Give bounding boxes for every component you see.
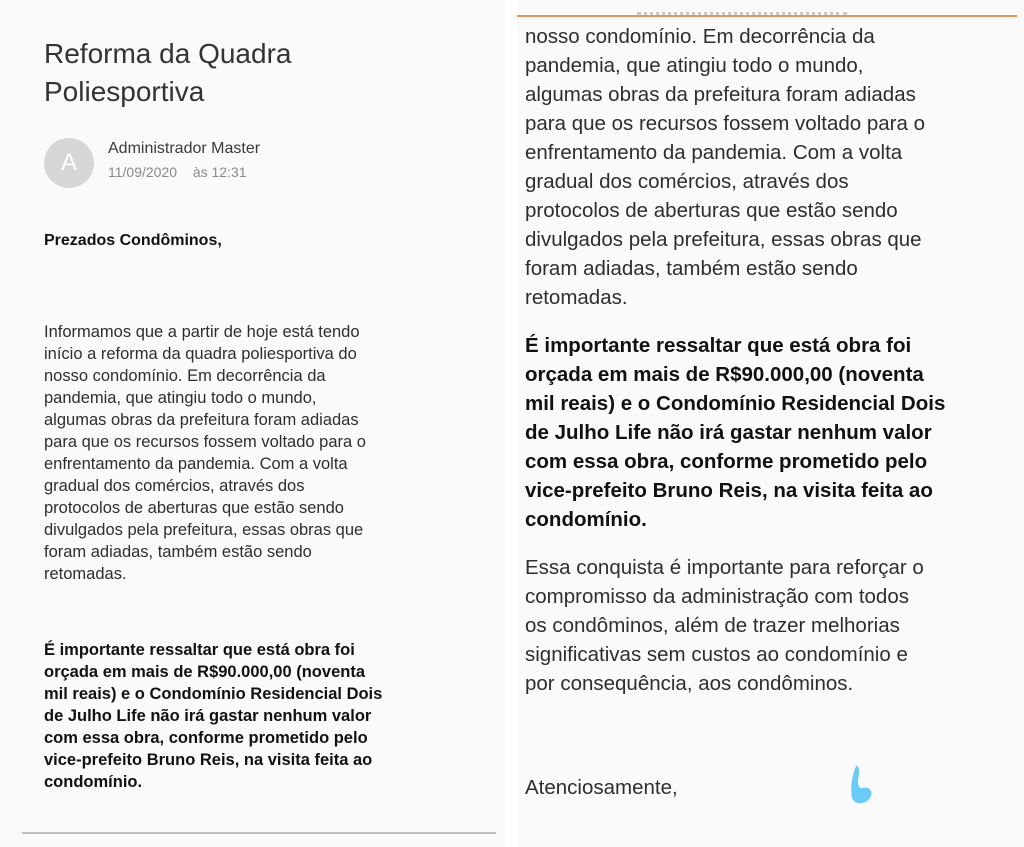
body-line: enfrentamento da pandemia. Com a volta [44,455,348,473]
post-timestamp [108,164,247,180]
cropped-text-remnant [525,0,1005,22]
body-line: por consequência, aos condôminos. [525,672,854,695]
body-line: vice-prefeito Bruno Reis, na visita feita ao [525,479,933,502]
body-paragraph-conclusion [525,553,1005,698]
body-line: de Julho Life não irá gastar nenhum valor [44,707,372,725]
post-title [44,35,474,111]
closing-text: Atenciosamente, [525,776,678,799]
body-line: significativas sem custos ao condomínio e [525,643,908,666]
body-line: retomadas. [44,565,127,583]
body-line: divulgados pela prefeitura, essas obras que [525,228,922,251]
touch-cursor-icon [846,764,876,806]
body-line: protocolos de aberturas que estão sendo [525,199,898,222]
body-line: Informamos que a partir de hoje está tendo [44,323,360,341]
body-line: orçada em mais de R$90.000,00 (noventa [525,363,924,386]
body-line: nosso condomínio. Em decorrência da [525,25,875,48]
left-screenshot-panel [0,0,505,847]
body-line: retomadas. [525,286,628,309]
body-line: de Julho Life não irá gastar nenhum valor [525,421,932,444]
body-paragraph-highlight [44,639,464,793]
body-paragraph-highlight [525,331,1005,534]
body-line: foram adiadas, também estão sendo [44,543,312,561]
post-date: 11/09/2020 [108,164,178,180]
body-line: gradual dos comércios, através dos [525,170,849,193]
panel-gap [505,0,517,847]
body-line: algumas obras da prefeitura foram adiadas [525,83,916,106]
body-line: os condôminos, além de trazer melhorias [525,614,900,637]
body-line: compromisso da administração com todos [525,585,909,608]
body-line: nosso condomínio. Em decorrência da [44,367,326,385]
body-line: condomínio. [44,773,143,791]
body-line: orçada em mais de R$90.000,00 (noventa [44,663,365,681]
body-line: Essa conquista é importante para reforçar o [525,556,924,579]
body-line: divulgados pela prefeitura, essas obras que [44,521,364,539]
greeting-text: Prezados Condôminos, [44,232,222,249]
body-line: com essa obra, conforme prometido pelo [525,450,928,473]
post-title-line-1: Reforma da Quadra [44,38,292,69]
body-line: gradual dos comércios, através dos [44,477,305,495]
body-line: com essa obra, conforme prometido pelo [44,729,368,747]
body-line: enfrentamento da pandemia. Com a volta [525,141,903,164]
body-line: vice-prefeito Bruno Reis, na visita feita ao [44,751,373,769]
post-title-line-2: Poliesportiva [44,76,205,107]
body-line: início a reforma da quadra poliesportiva do [44,345,357,363]
bottom-divider [22,832,496,834]
body-line: para que os recursos fossem voltado para o [525,112,925,135]
body-line: mil reais) e o Condomínio Residencial Dois [525,392,946,415]
body-line: para que os recursos fossem voltado para o [44,433,366,451]
body-line: protocolos de aberturas que estão sendo [44,499,344,517]
author-name: Administrador Master [108,140,261,157]
scroll-accent-line [517,15,1017,17]
body-line: pandemia, que atingiu todo o mundo, [525,54,864,77]
body-line: foram adiadas, também estão sendo [525,257,858,280]
right-screenshot-panel [517,0,1024,847]
body-line: pandemia, que atingiu todo o mundo, [44,389,317,407]
cropped-text-fragment [637,4,847,15]
post-time: às 12:31 [192,164,247,180]
body-line: É importante ressaltar que está obra foi [525,334,912,357]
body-line: É importante ressaltar que está obra foi [44,641,355,659]
body-line: algumas obras da prefeitura foram adiadas [44,411,359,429]
body-line: mil reais) e o Condomínio Residencial Dois [44,685,383,703]
body-line: condomínio. [525,508,647,531]
body-paragraph-intro-continued [525,22,1005,312]
body-paragraph-intro [44,321,464,585]
author-avatar: A [44,138,94,188]
